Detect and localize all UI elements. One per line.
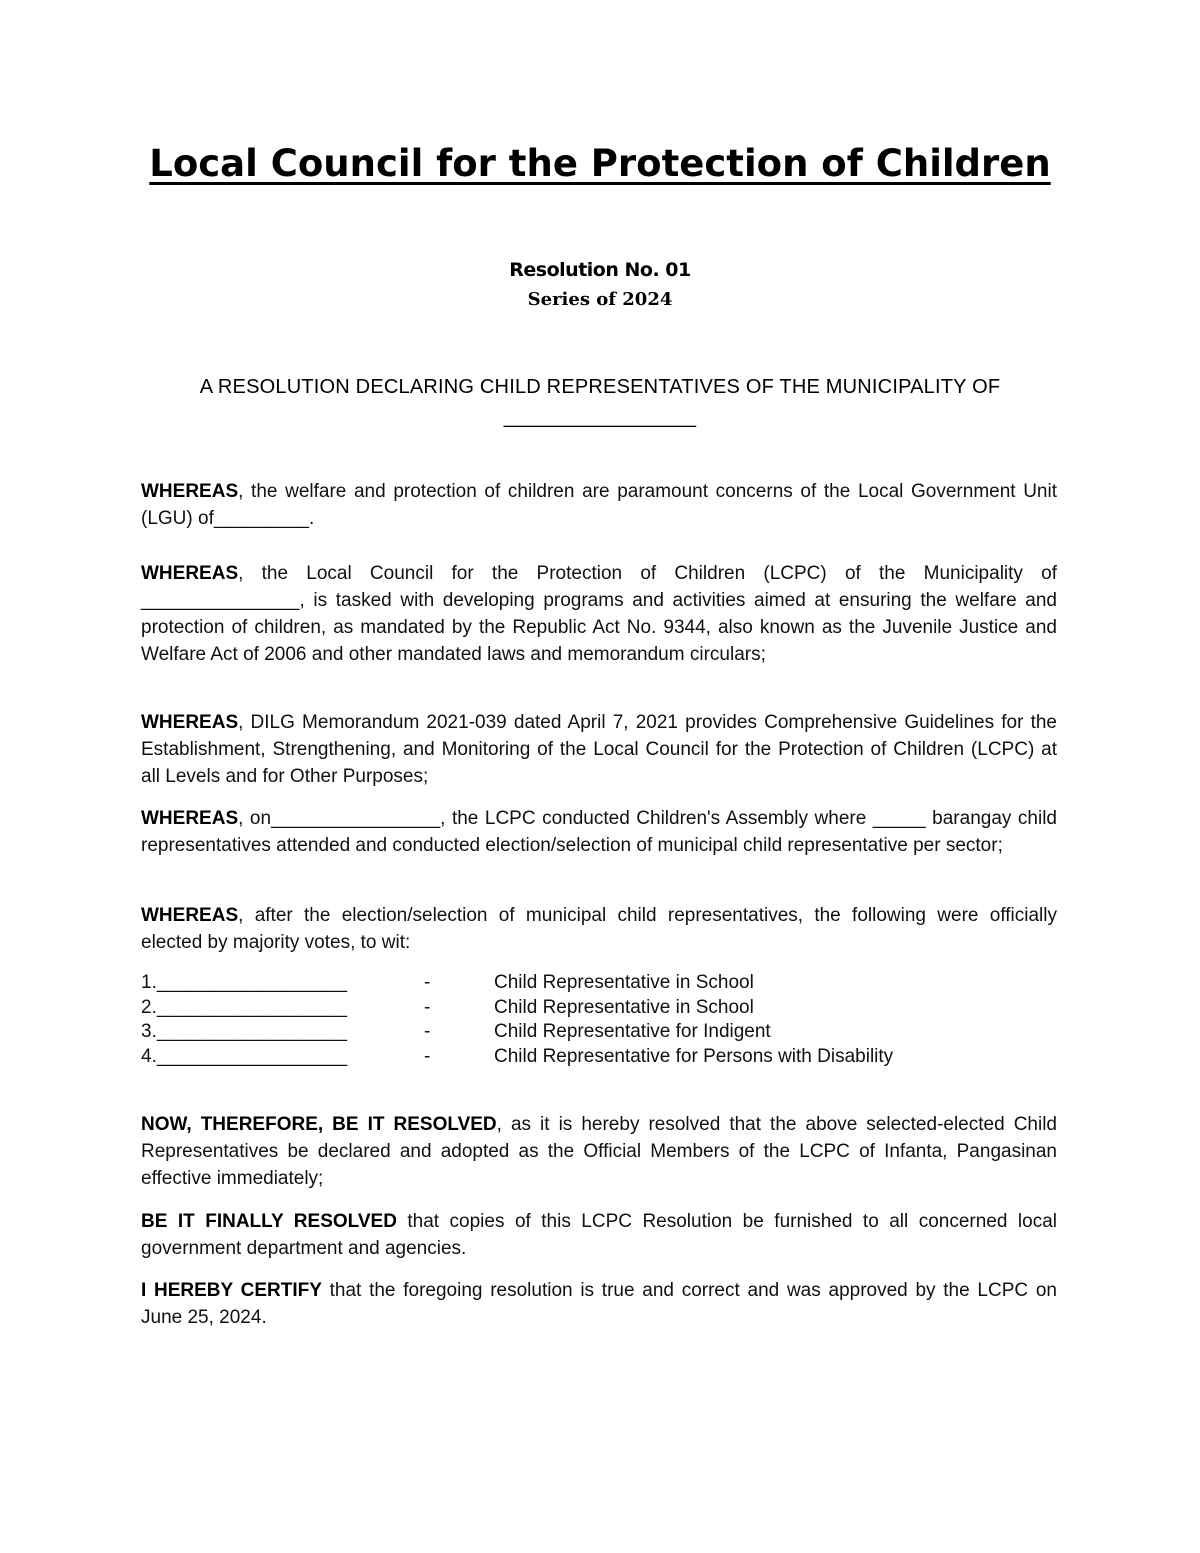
resolution-number: Resolution No. 01 bbox=[509, 259, 691, 281]
resolved-paragraph bbox=[141, 1111, 1057, 1192]
finally-resolved-text: that copies of this LCPC Resolution be furnished to all concerned local government department and agencies. bbox=[141, 1211, 1057, 1259]
whereas-text: , the welfare and protection of children are paramount concerns of the Local Government Unit (LGU) of_________. bbox=[141, 481, 1057, 529]
list-item bbox=[141, 1045, 1021, 1070]
document-title: Local Council for the Protection of Children bbox=[149, 142, 1051, 185]
separator-dash: - bbox=[424, 1045, 431, 1067]
finally-resolved-lead: BE IT FINALLY RESOLVED bbox=[141, 1211, 397, 1232]
whereas-text: , DILG Memorandum 2021-039 dated April 7, 2021 provides Comprehensive Guidelines for the Establishment, Strengthening, and Monitoring of the Local Council for the Protection of Children (LCPC) at all Levels and for Other Purposes; bbox=[141, 712, 1057, 787]
whereas-text: , on________________, the LCPC conducted Children's Assembly where _____ barangay child representatives attended and conducted election/selection of municipal child representative per sector; bbox=[141, 808, 1057, 856]
representative-role: Child Representative for Persons with Disability bbox=[494, 1045, 894, 1067]
certification-text: that the foregoing resolution is true and correct and was approved by the LCPC on June 25, 2024. bbox=[141, 1280, 1057, 1328]
finally-resolved-paragraph bbox=[141, 1208, 1057, 1262]
separator-dash: - bbox=[424, 1021, 431, 1042]
whereas-lead: WHEREAS bbox=[141, 808, 239, 829]
whereas-text: , after the election/selection of municipal child representatives, the following were officially elected by majority votes, to wit: bbox=[141, 905, 1057, 953]
whereas-paragraph-4 bbox=[141, 805, 1057, 859]
list-item bbox=[141, 971, 1021, 996]
representative-name-blank: 1.__________________ bbox=[141, 972, 348, 993]
whereas-lead: WHEREAS bbox=[141, 563, 239, 584]
whereas-text: , the Local Council for the Protection of Children (LCPC) of the Municipality of _______________, is tasked with developing programs and activities aimed at ensuring the welfare and protection of children, as mandated by the Republic Act No. 9344, also known as the Juvenile Justice and Welfare Act of 2006 and other mandated laws and memorandum circulars; bbox=[141, 563, 1057, 665]
resolution-heading: A RESOLUTION DECLARING CHILD REPRESENTATIVES OF THE MUNICIPALITY OF _________________ bbox=[199, 376, 1001, 428]
resolved-lead: NOW, THEREFORE, BE IT RESOLVED bbox=[141, 1114, 497, 1135]
representatives-list bbox=[141, 971, 1021, 1069]
resolution-series: Series of 2024 bbox=[527, 289, 673, 310]
whereas-paragraph-5 bbox=[141, 902, 1057, 956]
separator-dash: - bbox=[424, 972, 431, 993]
whereas-paragraph-3 bbox=[141, 709, 1057, 790]
certification-lead: I HEREBY CERTIFY bbox=[141, 1280, 322, 1301]
representative-role: Child Representative for Indigent bbox=[494, 1021, 771, 1042]
whereas-paragraph-2 bbox=[141, 560, 1057, 668]
whereas-paragraph-1 bbox=[141, 478, 1057, 532]
representative-name-blank: 4.__________________ bbox=[141, 1045, 348, 1067]
representative-role: Child Representative in School bbox=[494, 972, 754, 993]
list-item bbox=[141, 996, 1021, 1021]
resolved-text: , as it is hereby resolved that the above selected-elected Child Representatives be declared and adopted as the Official Members of the LCPC of Infanta, Pangasinan effective immediately; bbox=[141, 1114, 1057, 1189]
whereas-lead: WHEREAS bbox=[141, 905, 239, 926]
list-item bbox=[141, 1020, 1021, 1045]
whereas-lead: WHEREAS bbox=[141, 481, 239, 502]
whereas-lead: WHEREAS bbox=[141, 712, 239, 733]
representative-name-blank: 2.__________________ bbox=[141, 996, 348, 1018]
separator-dash: - bbox=[424, 996, 431, 1018]
representative-name-blank: 3.__________________ bbox=[141, 1021, 348, 1042]
representative-role: Child Representative in School bbox=[494, 996, 754, 1018]
certification-paragraph bbox=[141, 1277, 1057, 1331]
